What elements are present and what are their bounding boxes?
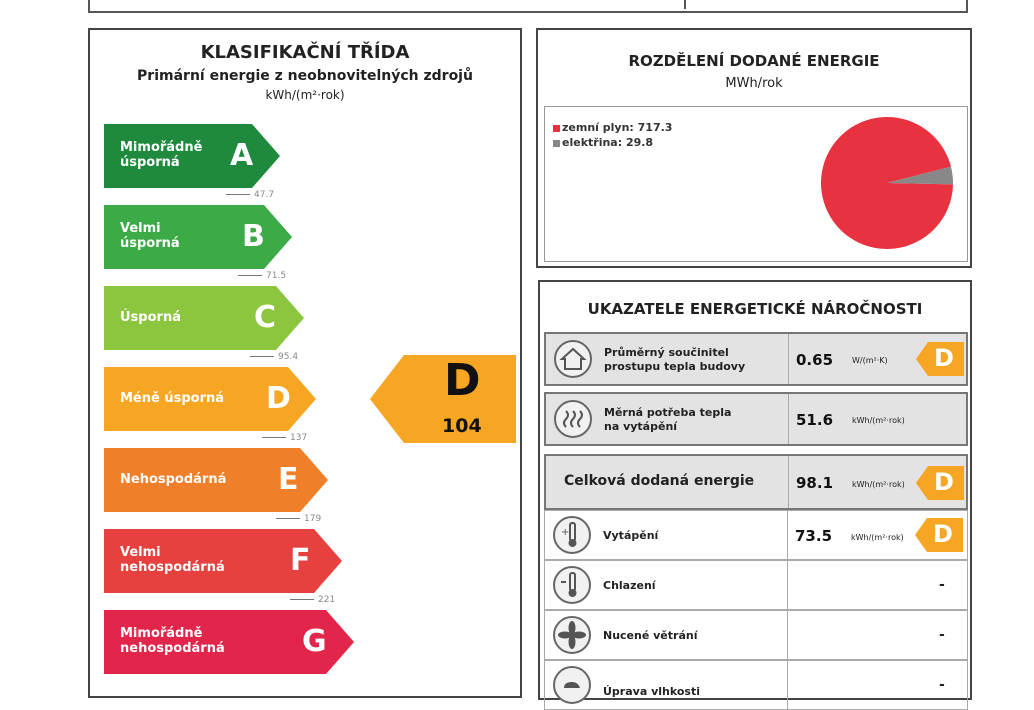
indicators-title: UKAZATELE ENERGETICKÉ NÁROČNOSTI <box>587 300 923 318</box>
indicator-row-heat-demand: Měrná potřeba tepla na vytápění 51.6 kWh/(m²·rok) <box>544 392 968 446</box>
photo-frame-edge <box>684 0 906 9</box>
indicator-row-u-value: Průměrný součinitel prostupu tepla budovy 0.65 W/(m²·K) D <box>544 332 968 386</box>
indicator-value: 0.65 <box>796 351 834 369</box>
threshold-a: 47.7 <box>226 190 274 200</box>
threshold-b: 71.5 <box>238 271 286 281</box>
indicator-row-total-energy: Celková dodaná energie 98.1 kWh/(m²·rok) D <box>544 454 968 510</box>
class-letter: F <box>290 543 311 578</box>
indicator-value: 98.1 <box>796 474 834 492</box>
thermometer-minus-icon <box>553 566 591 604</box>
class-band-b: Velmi úsporná B <box>104 205 292 269</box>
heat-waves-icon <box>554 400 592 438</box>
svg-text:+: + <box>561 527 570 538</box>
pie-chart <box>819 115 959 255</box>
indicator-unit: W/(m²·K) <box>852 356 888 365</box>
class-letter: D <box>266 381 291 416</box>
threshold-c: 95.4 <box>250 352 298 362</box>
indicator-value: 73.5 <box>795 527 833 545</box>
pie-chart-box <box>544 106 968 262</box>
class-band-c: Úsporná C <box>104 286 304 350</box>
indicator-row-ventilation: Nucené větrání - <box>544 610 968 660</box>
distribution-title: ROZDĚLENÍ DODANÉ ENERGIE <box>628 52 880 70</box>
humidity-icon <box>553 666 591 704</box>
class-letter: B <box>242 219 265 254</box>
class-band-e: Nehospodárná E <box>104 448 328 512</box>
class-letter: C <box>254 300 277 335</box>
house-icon <box>554 340 592 378</box>
indicator-unit: kWh/(m²·rok) <box>851 533 904 542</box>
indicator-row-heating: + Vytápění 73.5 kWh/(m²·rok) D <box>544 510 968 560</box>
classification-title: KLASIFIKAČNÍ TŘÍDA <box>200 42 410 63</box>
class-letter: G <box>302 624 327 659</box>
indicators-panel <box>538 280 972 700</box>
class-badge: D <box>916 466 964 500</box>
rating-letter: D <box>444 355 481 406</box>
indicator-empty: - <box>939 577 945 593</box>
indicator-value: 51.6 <box>796 411 834 429</box>
indicator-unit: kWh/(m²·rok) <box>852 416 905 425</box>
class-badge: D <box>915 518 963 552</box>
top-panel-edge <box>88 0 968 13</box>
threshold-d: 137 <box>262 433 307 443</box>
class-badge: D <box>916 342 964 376</box>
threshold-f: 221 <box>290 595 335 605</box>
rating-indicator <box>370 355 516 443</box>
classification-subtitle: Primární energie z neobnovitelných zdrojů <box>137 68 473 84</box>
class-band-a: Mimořádně úsporná A <box>104 124 280 188</box>
class-letter: A <box>230 138 254 173</box>
indicator-unit: kWh/(m²·rok) <box>852 480 905 489</box>
legend-electricity: elektřina: 29.8 <box>553 136 653 149</box>
distribution-unit: MWh/rok <box>725 76 783 91</box>
indicator-empty: - <box>939 677 945 693</box>
class-letter: E <box>278 462 299 497</box>
energy-distribution-panel <box>536 28 972 268</box>
threshold-e: 179 <box>276 514 321 524</box>
legend-gas: zemní plyn: 717.3 <box>553 121 672 134</box>
indicator-empty: - <box>939 627 945 643</box>
classification-panel <box>88 28 522 698</box>
thermometer-plus-icon <box>553 516 591 554</box>
indicator-row-cooling: Chlazení - <box>544 560 968 610</box>
fan-icon <box>553 616 591 654</box>
class-band-d: Méně úsporná D <box>104 367 316 431</box>
indicator-row-humidity: Úprava vlhkosti - <box>544 660 968 710</box>
rating-value: 104 <box>442 415 482 437</box>
class-band-f: Velmi nehospodárná F <box>104 529 342 593</box>
class-band-g: Mimořádně nehospodárná G <box>104 610 354 674</box>
classification-unit: kWh/(m²·rok) <box>265 88 345 102</box>
